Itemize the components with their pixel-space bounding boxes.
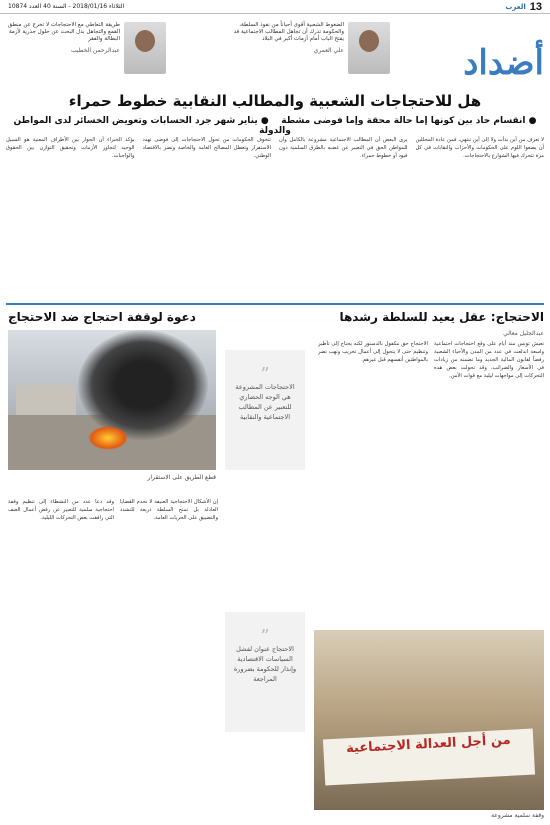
byline: عبدالجليل معالي xyxy=(503,330,544,337)
quote-mark-icon: ” xyxy=(260,364,270,385)
author-box-2 xyxy=(6,22,166,80)
photo-2-caption: وقفة سلمية مشروعة xyxy=(491,812,544,819)
author-box-1 xyxy=(230,22,390,80)
page-number-group xyxy=(505,1,542,13)
issue-date: الثلاثاء 2018/01/16 - السنة 40 العدد 10874 xyxy=(8,3,125,10)
main-headline: هل للاحتجاجات الشعبية والمطالب النقابية خطوط حمراء xyxy=(68,92,482,110)
page-header xyxy=(0,16,550,86)
pull-quote-1 xyxy=(225,350,305,470)
subheadline-left: دعوة لوقفة احتجاج ضد الاحتجاج xyxy=(8,310,196,324)
author-1-name: علي العمري xyxy=(313,47,344,54)
top-columns xyxy=(6,136,544,296)
protest-crowd-photo xyxy=(314,630,544,810)
author-1-quote: الضغوط الشعبية أقوى أحياناً من نفوذ السلطة، والحكومة تدرك أن تجاهل المطالب الاجتماعية قد يفتح الباب أمام أزمات أكبر في البلاد xyxy=(233,22,344,42)
author-1-avatar xyxy=(348,22,390,74)
deck-item-2: ● يناير شهر جرد الحسابات وتعويض الخسائر لدى المواطن والدولة xyxy=(14,116,291,136)
author-2-quote: طريقة التعاطي مع الاحتجاجات لا تخرج عن منطق القمع والتجاهل بدل البحث عن حلول جذرية لأزمة البطالة والفقر xyxy=(7,22,120,42)
article-column-1: تعيش تونس منذ أيام على وقع احتجاجات اجتماعية واسعة اندلعت في عدد من المدن والأحياء الشعبية رفضاً لقانون المالية الجديد وما تضمنه من زيادات في الأسعار والضرائب، وقد تحولت بعض هذه التحركات إلى مواجهات ليلية مع قوات الأمن. xyxy=(434,341,544,379)
pull-quote-2-text: الاحتجاج عنوان لفشل السياسات الاقتصادية وإنذار للحكومة بضرورة المراجعة xyxy=(233,645,297,683)
section-divider xyxy=(6,303,544,305)
quote-mark-icon: ” xyxy=(260,626,270,647)
section-title: أضداد xyxy=(463,43,544,83)
author-2-avatar xyxy=(124,22,166,74)
article-column-3: إن الأشكال الاحتجاجية العنيفة لا تخدم القضايا العادلة بل تمنح السلطة ذريعة للتشدد والتضييق على الحريات العامة. xyxy=(120,499,218,521)
protest-fire-photo xyxy=(8,330,216,470)
deck-item-1: ● انقسام حاد بين كونها إما حالة محقة وإما فوضى مشطة xyxy=(281,116,536,126)
author-2-name: عبدالرحمن الخطيب xyxy=(71,47,120,54)
subheadline-right: الاحتجاج: عقل يعيد للسلطة رشدها xyxy=(339,310,544,324)
pull-quote-2 xyxy=(225,612,305,732)
pull-quote-1-text: الاحتجاجات المشروعة هي الوجه الحضاري للتعبير عن المطالب الاجتماعية والنقابية xyxy=(235,383,295,421)
top-column-4: يؤكد الخبراء أن الحوار بين الأطراف المعنية هو السبيل الوحيد لتجاوز الأزمات وتحقيق التوازن بين الحقوق والواجبات. xyxy=(6,137,135,159)
brand-logo: العرب xyxy=(505,2,526,11)
deck xyxy=(0,116,550,136)
protest-banner-text: من أجل العدالة الاجتماعية xyxy=(345,732,511,757)
photo-1-caption: قطع الطريق على الاستقرار xyxy=(147,474,216,481)
top-column-2: يرى البعض أن المطالب الاجتماعية مشروعة بالكامل وأن للمواطن الحق في التعبير عن غضبه بالطرق السلمية دون قيود أو خطوط حمراء. xyxy=(279,137,408,159)
top-column-1: لا تعرف من أين بدأت ولا إلى أين تنتهي، فمن عادة المحللين أن يضعوا اللوم على الحكومات والأحزاب والنقابات في كل مرة تتحرك فيها الشوارع بالاحتجاجات. xyxy=(415,137,544,159)
article-column-2: الاحتجاج حق مكفول بالدستور لكنه يحتاج إلى تأطير وتنظيم حتى لا يتحول إلى أعمال تخريب ونهب تضر بالمواطنين أنفسهم قبل غيرهم. xyxy=(318,341,428,363)
article-column-4: وقد دعا عدد من النشطاء إلى تنظيم وقفة احتجاجية سلمية للتعبير عن رفض أعمال العنف التي رافقت بعض التحركات الليلية. xyxy=(8,499,114,521)
top-bar xyxy=(0,0,550,14)
page-number: 13 xyxy=(529,0,542,13)
top-column-3: تتخوف الحكومات من تحول الاحتجاجات إلى فوضى تهدد الاستقرار وتعطل المصالح العامة والخاصة وتضر بالاقتصاد الوطني. xyxy=(142,137,271,159)
